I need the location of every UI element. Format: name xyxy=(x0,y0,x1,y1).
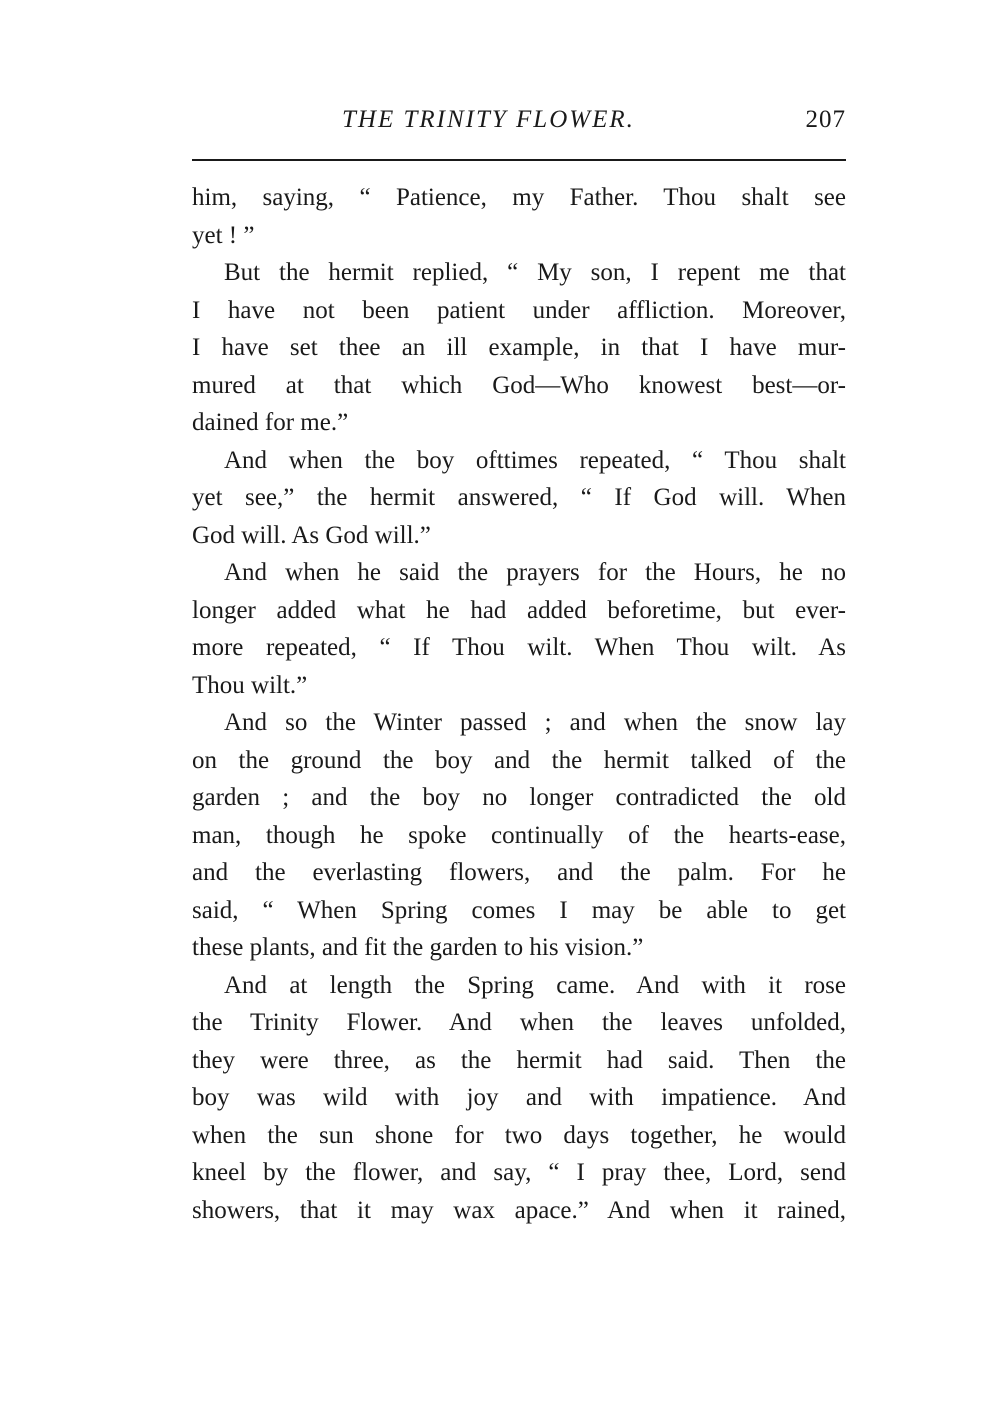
text-line: garden ; and the boy no longer contradicted the old xyxy=(192,784,846,811)
text-line: the Trinity Flower. And when the leaves unfolded, xyxy=(192,1009,846,1036)
text-line: dained for me.” xyxy=(192,409,349,436)
text-line: more repeated, “ If Thou wilt. When Thou wilt. As xyxy=(192,634,846,661)
text-line: him, saying, “ Patience, my Father. Thou shalt see xyxy=(192,184,846,211)
text-line: yet ! ” xyxy=(192,221,255,249)
text-line: I have not been patient under affliction. Moreover, xyxy=(192,296,846,324)
text-line: I have set thee an ill example, in that I have mur- xyxy=(192,334,846,361)
text-line: they were three, as the hermit had said. Then the xyxy=(192,1046,846,1074)
body-text xyxy=(192,179,846,1229)
text-line: showers, that it may wax apace.” And when it rained, xyxy=(192,1196,846,1224)
text-line: And when he said the prayers for the Hours, he no xyxy=(224,559,846,586)
running-head xyxy=(192,106,846,142)
text-line: But the hermit replied, “ My son, I repent me that xyxy=(224,259,846,286)
text-line: on the ground the boy and the hermit talked of the xyxy=(192,746,846,774)
text-line: these plants, and fit the garden to his vision.” xyxy=(192,934,644,961)
text-line: God will. As God will.” xyxy=(192,521,431,549)
text-line: Thou wilt.” xyxy=(192,671,308,699)
text-line: yet see,” the hermit answered, “ If God will. When xyxy=(192,484,846,511)
page-number: 207 xyxy=(805,106,846,133)
text-line: when the sun shone for two days together, he would xyxy=(192,1121,846,1149)
running-title: THE TRINITY FLOWER. xyxy=(342,106,635,133)
text-line: kneel by the flower, and say, “ I pray thee, Lord, send xyxy=(192,1159,846,1186)
text-line: man, though he spoke continually of the hearts-ease, xyxy=(192,821,846,849)
header-rule xyxy=(192,159,846,161)
text-line: And so the Winter passed ; and when the snow lay xyxy=(224,709,846,736)
text-line: mured at that which God—Who knowest best—or- xyxy=(192,371,846,399)
text-line: And at length the Spring came. And with it rose xyxy=(224,971,846,999)
text-line: and the everlasting flowers, and the palm. For he xyxy=(192,859,846,886)
text-line: boy was wild with joy and with impatience. And xyxy=(192,1084,846,1111)
text-line: said, “ When Spring comes I may be able to get xyxy=(192,896,846,924)
text-line: longer added what he had added beforetime, but ever- xyxy=(192,596,846,624)
text-line: And when the boy ofttimes repeated, “ Thou shalt xyxy=(224,446,846,474)
